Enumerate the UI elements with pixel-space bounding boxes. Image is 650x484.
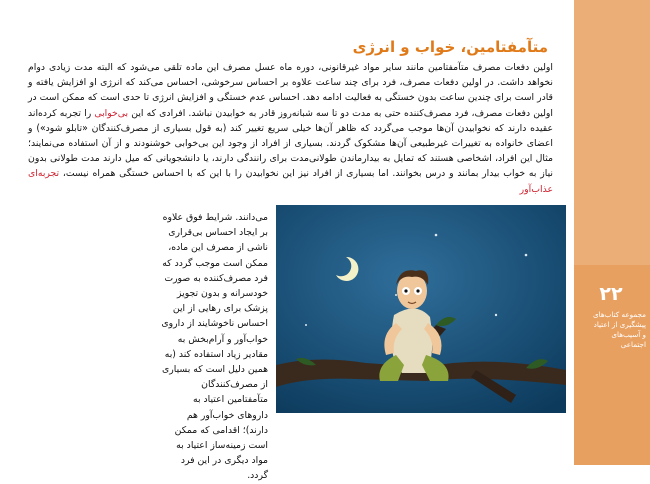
illustration — [276, 205, 566, 413]
star — [395, 294, 397, 296]
text-run: را تجربه کرده‌اند عقیده دارند که نخوابیدن آن‌ها موجب می‌گردد که ظاهر آن‌ها خیلی سریع تغییر کند (به قول بسیاری از مصرف‌کنندگان «تابلو شود») و اعضای خانواده به تغییرات غیرطبیعی آن‌ها مشکوک گردند. بسیاری از افراد از وجود این بی‌خوابی خوشنودند و از آن استفاده می‌نمایند؛ مثال این افراد، اشخاصی هستند که تمایل به بیدارماندن طولانی‌مدت برای رانندگی دارند، یا دانشجویانی که میل دارند مدت طولانی بدون نیاز به خواب بیدار بمانند و درس بخوانند. اما بسیاری از افراد نیز این نخوابیدن را با این که با احساس خستگی همراه نیست، — [28, 107, 553, 180]
person-pupil — [404, 289, 407, 292]
highlight-painful-experience: تجربه‌ای عذاب‌آور — [28, 168, 553, 195]
book-title: مجموعه کتاب‌های پیشگیری از اعتیاد و آسیب‌های اجتماعی — [593, 310, 646, 349]
highlight-sleeplessness: بی‌خوابی — [94, 107, 129, 119]
star — [305, 324, 307, 326]
night-sky — [276, 205, 566, 413]
star — [435, 234, 438, 237]
sidebar-top — [574, 0, 650, 265]
star — [525, 254, 528, 257]
page-title: متآمفتامین، خواب و انرژی — [352, 38, 548, 56]
night-scene-illustration — [276, 205, 566, 413]
page-number: ۲۲ — [599, 283, 623, 305]
body-paragraph-side: می‌دانند. شرایط فوق علاوه بر ایجاد احساس بی‌قراری ناشی از مصرف این ماده، ممکن است موجب گردد که فرد مصرف‌کننده به صورت خودسرانه و بدون تجویز پزشک برای رهایی از این احساس ناخوشایند از داروی خواب‌آور و آرام‌بخش به مقادیر زیاد استفاده کند (به همین دلیل است که بسیاری از مصرف‌کنندگان متآمفتامین اعتیاد به داروهای خواب‌آور هم دارند)؛ اقدامی که ممکن است زمینه‌ساز اعتیاد به مواد دیگری در این فرد گردد. — [161, 212, 268, 482]
person-pupil — [416, 289, 419, 292]
text-run: اولین دفعات مصرف متآمفتامین مانند سایر مواد غیرقانونی، دوره ماه عسل مصرف این ماده تلقی می‌شود که البته مدت زیادی دوام نخواهد داشت. در اولین دفعات مصرف، فرد برای چند ساعت علاوه بر احساس سرخوشی، احساس می‌کند که انرژی او افزایش یافته و قادر است برای چندین ساعت بدون خستگی به فعالیت ادامه دهد. احساس عدم خستگی و افزایش انرژی تا حدی است که ممکن است در اولین دفعات مصرف، فرد مصرف‌کننده حتی به مدت دو تا سه شبانه‌روز قادر به خوابیدن نباشد. افرادی که این — [28, 62, 553, 119]
body-paragraph-top — [28, 60, 553, 228]
star — [495, 314, 497, 316]
